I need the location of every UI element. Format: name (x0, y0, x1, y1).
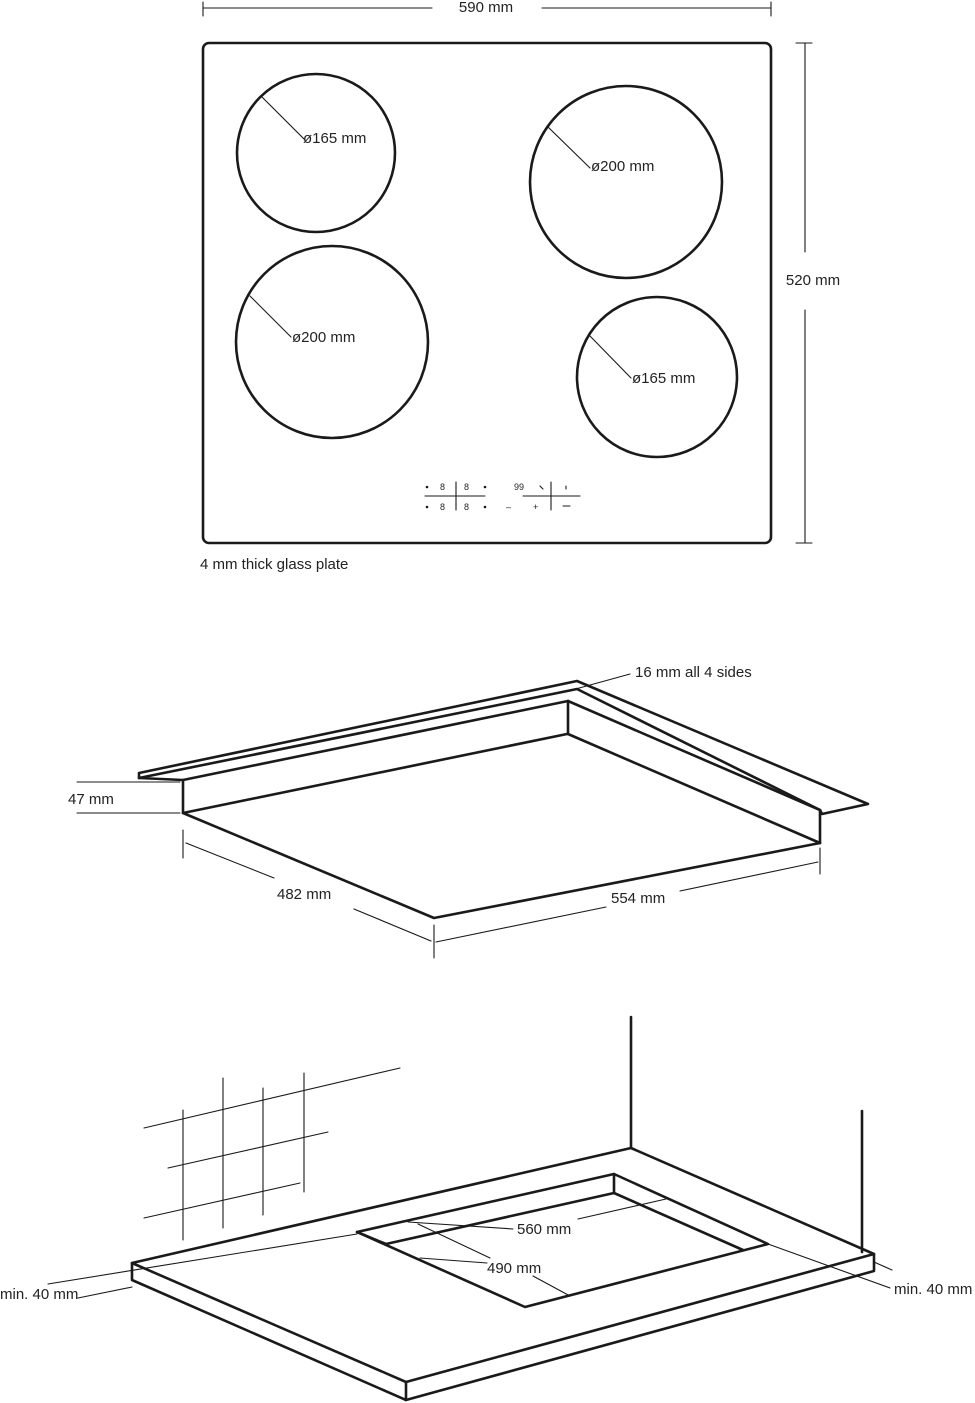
cooking-zone (530, 86, 722, 278)
minus-button-label: – (506, 502, 512, 512)
cutout-width-label: 560 mm (517, 1221, 572, 1238)
glass-plate (203, 43, 771, 543)
frame-note: 16 mm all 4 sides (635, 664, 752, 681)
width-dimension-label: 554 mm (611, 890, 666, 907)
clearance-right-label: min. 40 mm (894, 1281, 973, 1298)
cooking-zone-label: ø165 mm (303, 130, 367, 147)
hob-isometric-view (68, 664, 868, 958)
width-dimension (203, 0, 771, 16)
depth-dimension-label: 47 mm (68, 791, 114, 808)
plus-button-label: + (533, 502, 539, 512)
timer-display: 99 (514, 482, 525, 492)
cooking-zone (237, 74, 395, 232)
wall-hatch (144, 1068, 400, 1240)
hob-top-view (200, 0, 840, 573)
clearance-left-label: min. 40 mm (0, 1286, 79, 1303)
cutout-view (0, 1017, 972, 1400)
length-dimension-label: 482 mm (277, 886, 332, 903)
cooking-zone (577, 297, 737, 457)
display-bottom-right: 8 (464, 502, 470, 512)
display-top-left: 8 (440, 482, 446, 492)
glass-plate-note: 4 mm thick glass plate (200, 556, 349, 573)
cooking-zone-label: ø200 mm (292, 329, 356, 346)
control-panel (425, 482, 580, 512)
display-bottom-left: 8 (440, 502, 446, 512)
width-dimension-label: 590 mm (458, 0, 514, 16)
display-top-right: 8 (464, 482, 470, 492)
cutout-depth-label: 490 mm (487, 1260, 542, 1277)
cooking-zone-label: ø200 mm (591, 158, 655, 175)
cooking-zone-label: ø165 mm (632, 370, 696, 387)
height-dimension-label: 520 mm (785, 272, 841, 289)
cooking-zone (236, 246, 428, 438)
height-dimension (786, 43, 840, 543)
